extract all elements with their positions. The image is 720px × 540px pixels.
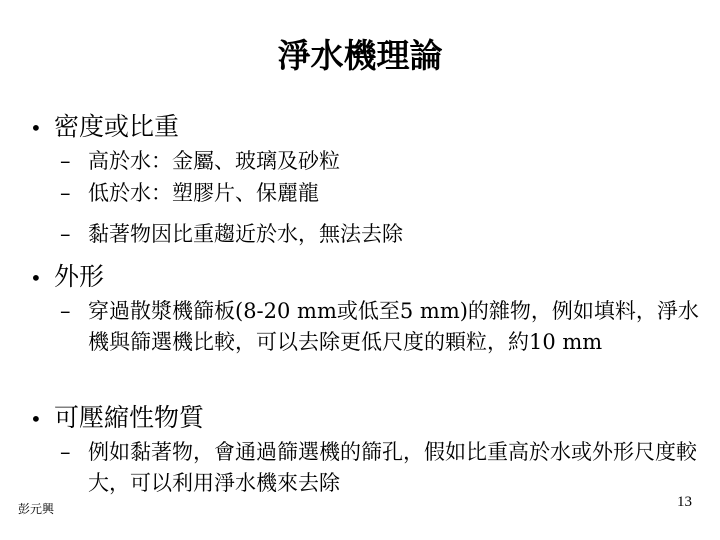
dash-marker: – bbox=[60, 222, 71, 246]
sub-item bbox=[60, 219, 700, 250]
sub-item bbox=[60, 437, 700, 499]
sub-item-text: 黏著物因比重趨近於水，無法去除 bbox=[88, 222, 403, 246]
sub-item-text: 穿過散漿機篩板(8-20 mm或低至5 mm)的雜物，例如填料，淨水機與篩選機比較，可以去除更低尺度的顆粒，約10 mm bbox=[88, 299, 699, 354]
bullet-marker: • bbox=[30, 266, 42, 290]
bullet-label: 可壓縮性物質 bbox=[54, 403, 205, 432]
dash-marker: – bbox=[60, 299, 71, 323]
bullet-label: 外形 bbox=[54, 262, 105, 291]
footer-author: 彭元興 bbox=[18, 502, 55, 516]
sub-item bbox=[60, 178, 700, 209]
bullet-label: 密度或比重 bbox=[54, 112, 180, 141]
sub-item-text: 高於水：金屬、玻璃及砂粒 bbox=[88, 149, 340, 173]
slide-title: 淨水機理論 bbox=[277, 36, 443, 75]
bullet-marker: • bbox=[30, 116, 42, 140]
dash-marker: – bbox=[60, 149, 71, 173]
bullet-marker: • bbox=[30, 407, 42, 431]
sub-item-text: 低於水：塑膠片、保麗龍 bbox=[88, 181, 319, 205]
page-number: 13 bbox=[677, 494, 692, 510]
bullet-density bbox=[30, 107, 179, 143]
dash-marker: – bbox=[60, 181, 71, 205]
sub-item bbox=[60, 146, 700, 177]
bullet-shape bbox=[30, 257, 104, 293]
dash-marker: – bbox=[60, 440, 71, 464]
sub-item bbox=[60, 296, 700, 358]
bullet-compressible bbox=[30, 398, 204, 434]
sub-item-text: 例如黏著物，會通過篩選機的篩孔，假如比重高於水或外形尺度較大，可以利用淨水機來去除 bbox=[88, 440, 697, 495]
